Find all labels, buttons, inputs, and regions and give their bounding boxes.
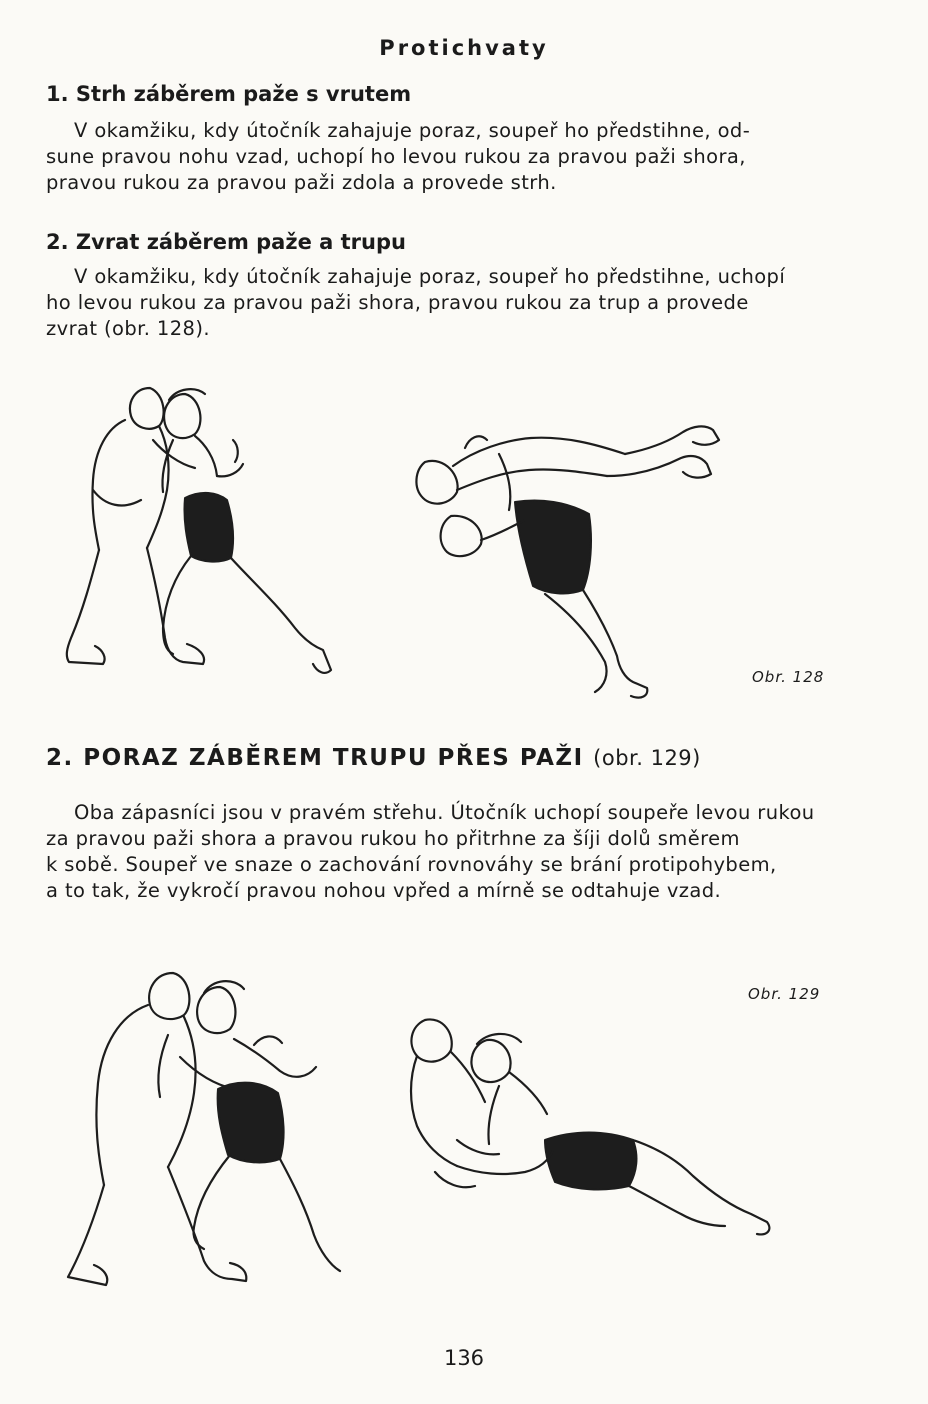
- text-line: za pravou paži shora a pravou rukou ho přitrhne za šíji dolů směrem: [46, 827, 740, 850]
- page-number: 136: [443, 1346, 485, 1370]
- figure-128-caption: Obr. 128: [752, 668, 825, 686]
- text-line: a to tak, že vykročí pravou nohou vpřed a mírně se odtahuje vzad.: [46, 879, 722, 902]
- text-line: V okamžiku, kdy útočník zahajuje poraz, soupeř ho předstihne, uchopí: [74, 265, 786, 288]
- text-line: sune pravou nohu vzad, uchopí ho levou rukou za pravou paži shora,: [46, 145, 746, 168]
- main-section-text: [46, 800, 898, 904]
- text-line: pravou rukou za pravou paži zdola a provede strh.: [46, 171, 557, 194]
- running-head: Protichvaty: [379, 36, 549, 60]
- subsection-text-2: [46, 264, 898, 342]
- text-line: ho levou rukou za pravou paži shora, pravou rukou za trup a provede: [46, 291, 749, 314]
- text-line: zvrat (obr. 128).: [46, 317, 210, 340]
- subsection-heading-2: 2. Zvrat záběrem paže a trupu: [46, 230, 406, 254]
- text-line: Oba zápasníci jsou v pravém střehu. Útočník uchopí soupeře levou rukou: [74, 801, 815, 824]
- subsection-heading-1: 1. Strh záběrem paže s vrutem: [46, 82, 412, 106]
- figure-reference: (obr. 129): [593, 746, 701, 770]
- figure-128-illustration-right: [395, 410, 745, 710]
- text-line: V okamžiku, kdy útočník zahajuje poraz, soupeř ho předstihne, od-: [74, 119, 751, 142]
- section-title-text: 2. PORAZ ZÁBĚREM TRUPU PŘES PAŽI: [46, 745, 584, 771]
- figure-128-illustration-left: [55, 380, 345, 700]
- figure-129-illustration-right: [395, 1000, 835, 1260]
- subsection-text-1: [46, 118, 898, 196]
- figure-129-illustration-left: [48, 965, 358, 1315]
- figure-129-caption: Obr. 129: [748, 985, 821, 1003]
- text-line: k sobě. Soupeř ve snaze o zachování rovnováhy se brání protipohybem,: [46, 853, 777, 876]
- section-title: [46, 745, 701, 771]
